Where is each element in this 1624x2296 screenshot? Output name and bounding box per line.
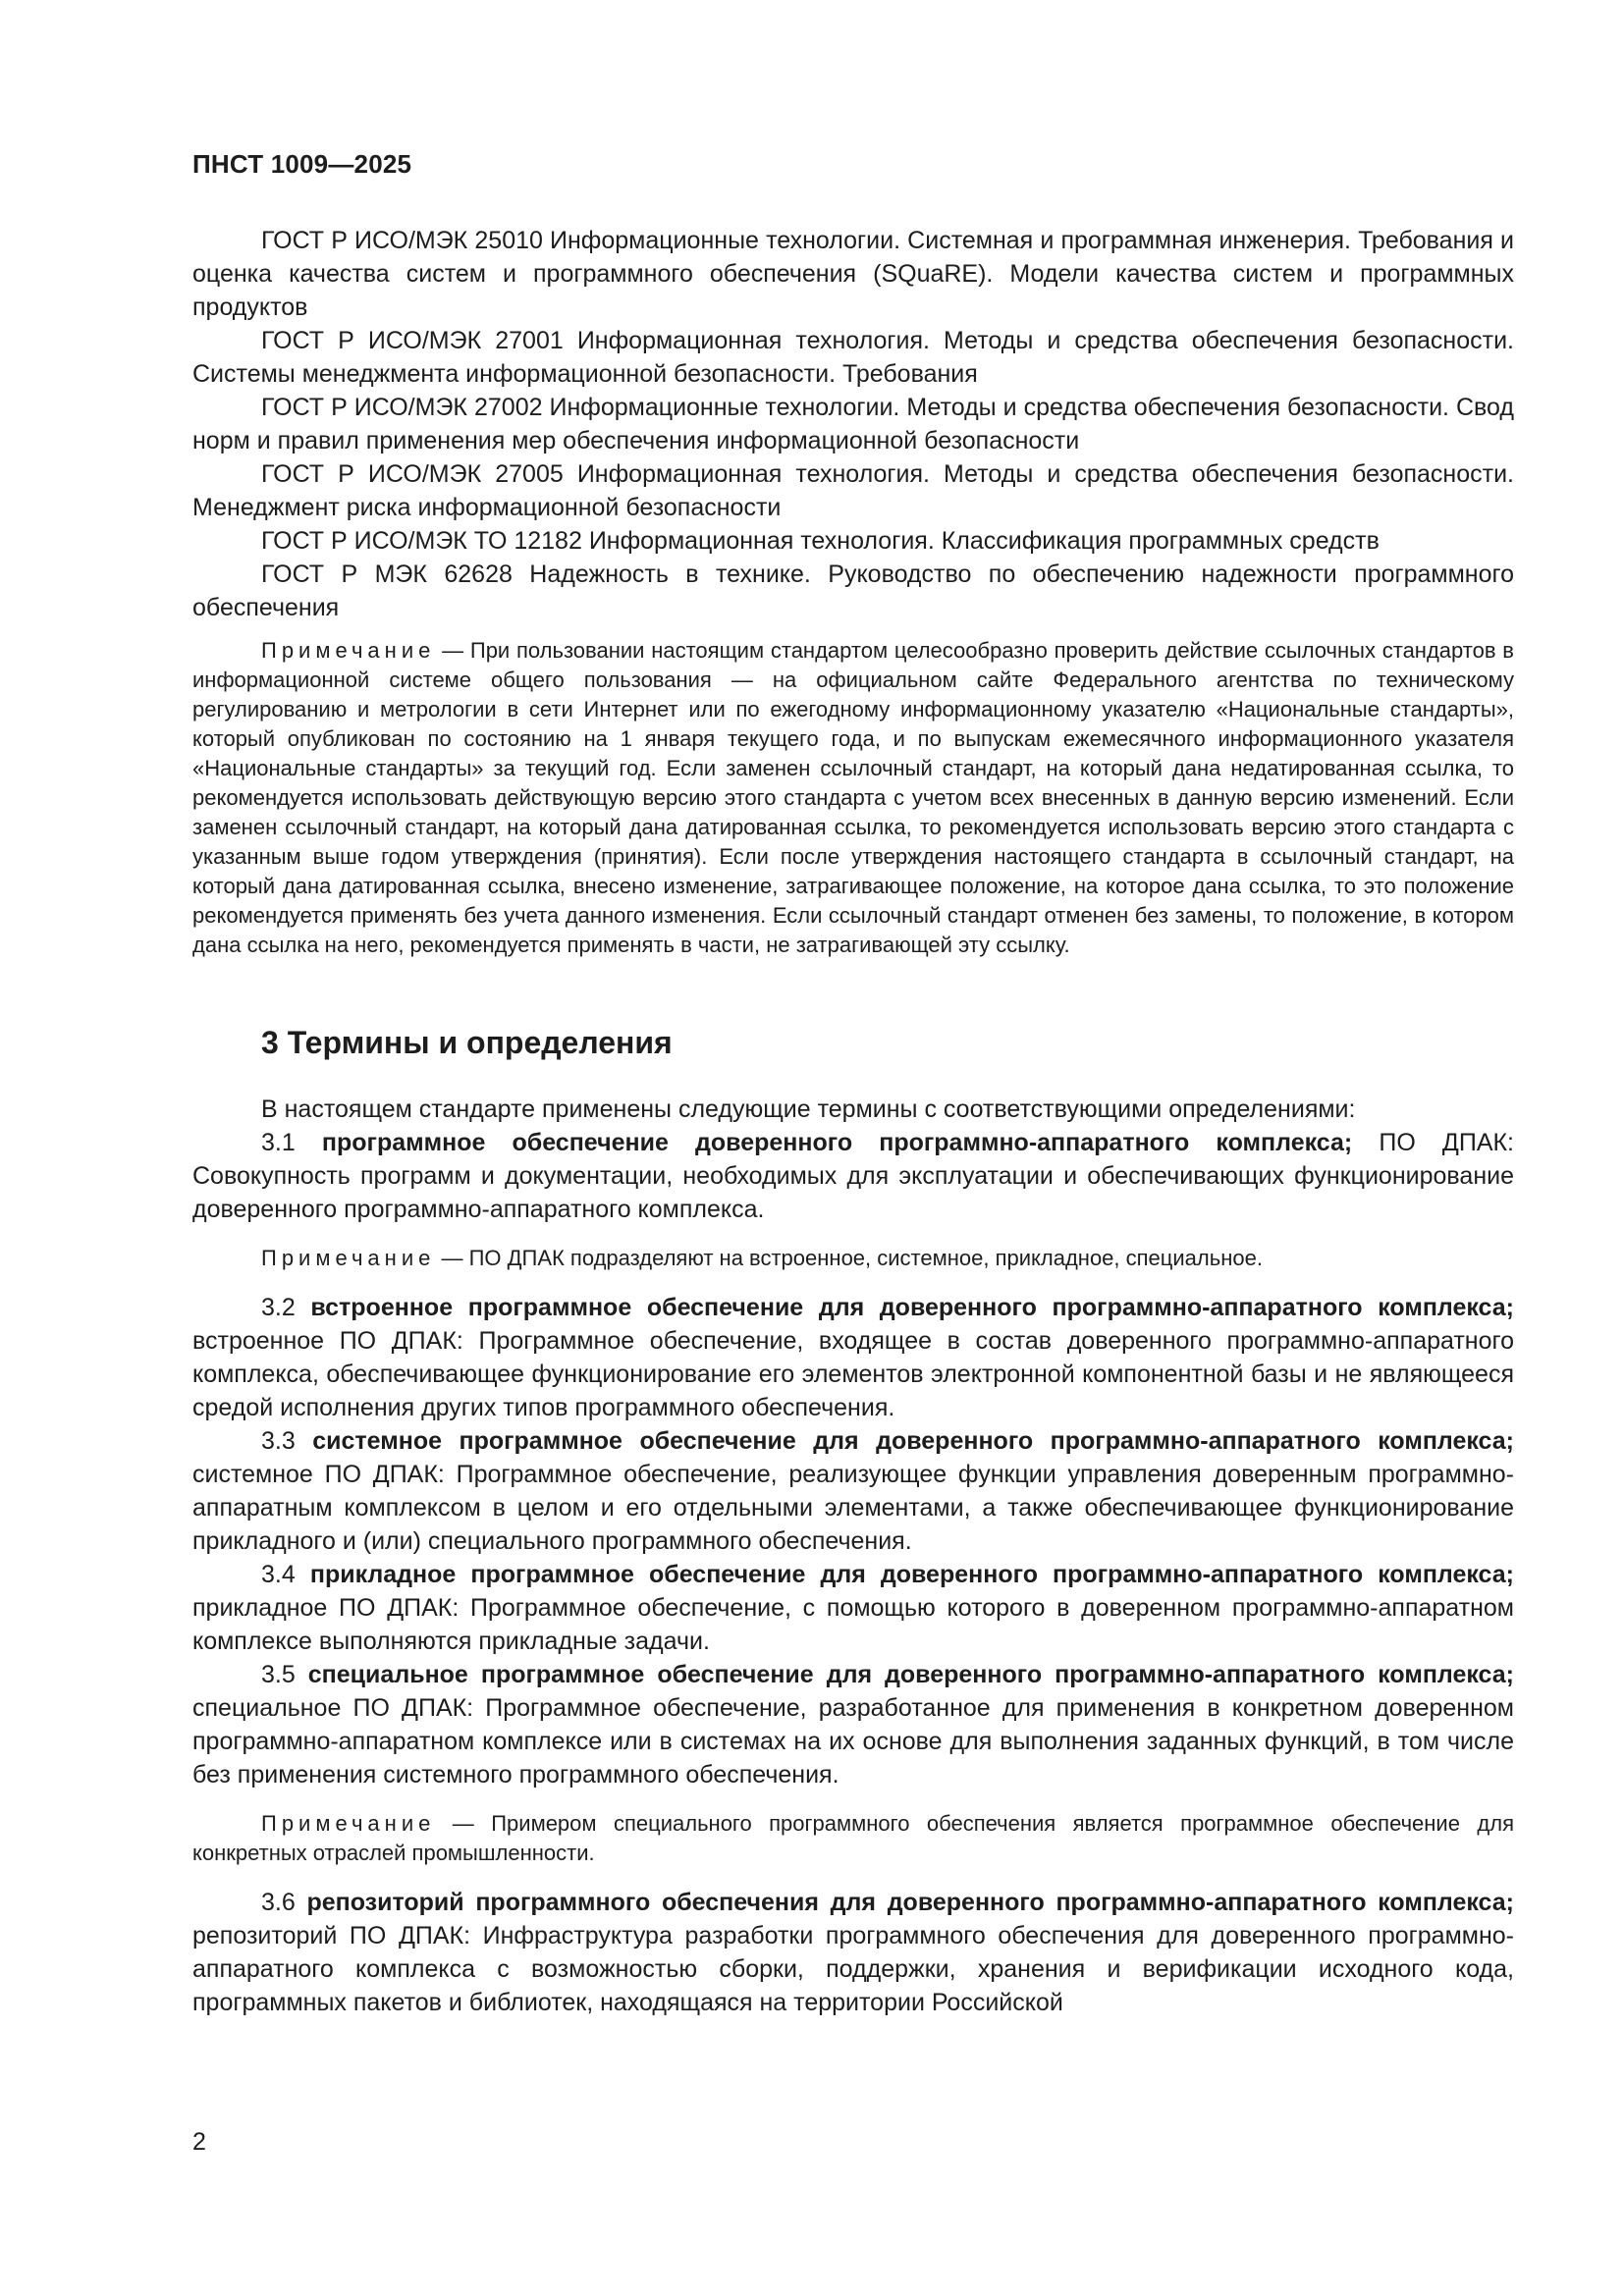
term-definition: репозиторий ПО ДПАК: Инфраструктура разработки программного обеспечения для доверенного программно-аппаратного комплекса с возможностью сборки, поддержки, хранения и верификации исходного кода, программных пакетов и библиотек, находящаяся на территории Российской — [192, 1922, 1514, 2016]
term-definition: встроенное ПО ДПАК: Программное обеспечение, входящее в состав доверенного программно-аппаратного комплекса, обеспечивающее функционирование его элементов электронной компонентной базы и не являющееся средой исполнения других типов программного обеспечения. — [192, 1327, 1514, 1421]
term-3-1: 3.1 программное обеспечение доверенного программно-аппаратного комплекса; ПО ДПАК: Совокупность программ и документации, необходимых для эксплуатации и обеспечивающих функционирование доверенного программно-аппаратного комплекса. — [192, 1129, 1514, 1223]
note-label: Примечание — [261, 638, 436, 663]
reference-item: ГОСТ Р ИСО/МЭК 27005 Информационная технология. Методы и средства обеспечения безопасности. Менеджмент риска информационной безопасности — [192, 460, 1514, 521]
term-name: встроенное программное обеспечение для доверенного программно-аппаратного комплекса; — [310, 1294, 1514, 1321]
term-3-6: 3.6 репозиторий программного обеспечения для доверенного программно-аппаратного комплекса; репозиторий ПО ДПАК: Инфраструктура разработки программного обеспечения для доверенного программно-аппаратного комплекса с возможностью сборки, поддержки, хранения и верификации исходного кода, программных пакетов и библиотек, находящаяся на территории Российской — [192, 1889, 1514, 2016]
term-name: системное программное обеспечение для доверенного программно-аппаратного комплекса; — [312, 1427, 1514, 1455]
term-definition: ПО ДПАК: Совокупность программ и документации, необходимых для эксплуатации и обеспечивающих функционирование доверенного программно-аппаратного комплекса. — [192, 1129, 1514, 1223]
page-number: 2 — [192, 2128, 206, 2156]
term-3-3: 3.3 системное программное обеспечение для доверенного программно-аппаратного комплекса; системное ПО ДПАК: Программное обеспечение, реализующее функции управления доверенным программно-аппаратным комплексом в целом и его отдельными элементами, а также обеспечивающее функционирование прикладного и (или) специального программного обеспечения. — [192, 1427, 1514, 1555]
term-name: специальное программное обеспечение для доверенного программно-аппаратного комплекса; — [307, 1661, 1514, 1688]
reference-item: ГОСТ Р ИСО/МЭК 25010 Информационные технологии. Системная и программная инженерия. Требования и оценка качества систем и программного обеспечения (SQuaRE). Модели качества систем и программных продуктов — [192, 227, 1514, 321]
section-intro: В настоящем стандарте применены следующие термины с соответствующими определениями: — [261, 1095, 1356, 1123]
note-text: — ПО ДПАК подразделяют на встроенное, системное, прикладное, специальное. — [435, 1246, 1263, 1270]
note-text: — При пользовании настоящим стандартом целесообразно проверить действие ссылочных стандартов в информационной системе общего пользования — на официальном сайте Федерального агентства по техническому регулированию и метрологии в сети Интернет или по ежегодному информационному указателю «Национальные стандарты», который опубликован по состоянию на 1 января текущего года, и по выпускам ежемесячного информационного указателя «Национальные стандарты» за текущий год. Если заменен ссылочный стандарт, на который дана недатированная ссылка, то рекомендуется использовать действующую версию этого стандарта с учетом всех внесенных в данную версию изменений. Если заменен ссылочный стандарт, на который дана датированная ссылка, то рекомендуется использовать версию этого стандарта с указанным выше годом утверждения (принятия). Если после утверждения настоящего стандарта в ссылочный стандарт, на который дана датированная ссылка, внесено изменение, затрагивающее положение, на которое дана ссылка, то это положение рекомендуется применять без учета данного изменения. Если ссылочный стандарт отменен без замены, то положение, в котором дана ссылка на него, рекомендуется применять в части, не затрагивающей эту ссылку. — [192, 638, 1514, 957]
note-3-1 — [192, 1244, 1514, 1273]
term-3-5: 3.5 специальное программное обеспечение для доверенного программно-аппаратного комплекса; специальное ПО ДПАК: Программное обеспечение, разработанное для применения в конкретном доверенном программно-аппаратном комплексе или в системах на их основе для выполнения заданных функций, в том числе без применения системного программного обеспечения. — [192, 1661, 1514, 1789]
section-3-body — [192, 1093, 1514, 2019]
reference-item: ГОСТ Р ИСО/МЭК 27001 Информационная технология. Методы и средства обеспечения безопасности. Системы менеджмента информационной безопасности. Требования — [192, 327, 1514, 388]
term-name: программное обеспечение доверенного программно-аппаратного комплекса; — [321, 1129, 1353, 1156]
term-name: прикладное программное обеспечение для доверенного программно-аппаратного комплекса; — [309, 1561, 1514, 1588]
term-definition: специальное ПО ДПАК: Программное обеспечение, разработанное для применения в конкретном доверенном программно-аппаратном комплексе или в системах на их основе для выполнения заданных функций, в том числе без применения системного программного обеспечения. — [192, 1694, 1514, 1789]
note-3-5 — [192, 1809, 1514, 1868]
document-id-header: ПНСТ 1009—2025 — [192, 149, 412, 179]
term-definition: прикладное ПО ДПАК: Программное обеспечение, с помощью которого в доверенном программно-аппаратном комплексе выполняются прикладные задачи. — [192, 1594, 1514, 1655]
reference-item: ГОСТ Р МЭК 62628 Надежность в технике. Руководство по обеспечению надежности программного обеспечения — [192, 561, 1514, 621]
term-definition: системное ПО ДПАК: Программное обеспечение, реализующее функции управления доверенным программно-аппаратным комплексом в целом и его отдельными элементами, а также обеспечивающее функционирование прикладного и (или) специального программного обеспечения. — [192, 1461, 1514, 1555]
reference-item: ГОСТ Р ИСО/МЭК 27002 Информационные технологии. Методы и средства обеспечения безопасности. Свод норм и правил применения мер обеспечения информационной безопасности — [192, 394, 1514, 454]
reference-item: ГОСТ Р ИСО/МЭК ТО 12182 Информационная технология. Классификация программных средств — [261, 527, 1380, 555]
term-3-4: 3.4 прикладное программное обеспечение для доверенного программно-аппаратного комплекса; прикладное ПО ДПАК: Программное обеспечение, с помощью которого в доверенном программно-аппаратном комплексе выполняются прикладные задачи. — [192, 1561, 1514, 1655]
note-text: — Примером специального программного обеспечения является программное обеспечение для конкретных отраслей промышленности. — [192, 1811, 1514, 1865]
term-3-2: 3.2 встроенное программное обеспечение для доверенного программно-аппаратного комплекса; встроенное ПО ДПАК: Программное обеспечение, входящее в состав доверенного программно-аппаратного комплекса, обеспечивающее функционирование его элементов электронной компонентной базы и не являющееся средой исполнения других типов программного обеспечения. — [192, 1294, 1514, 1421]
note-label: Примечание — [261, 1811, 436, 1836]
references-note — [192, 636, 1514, 960]
references-list — [192, 224, 1514, 624]
note-label: Примечание — [261, 1246, 436, 1270]
section-title: 3 Термины и определения — [261, 1025, 673, 1060]
term-name: репозиторий программного обеспечения для доверенного программно-аппаратного комплекса; — [306, 1889, 1514, 1916]
